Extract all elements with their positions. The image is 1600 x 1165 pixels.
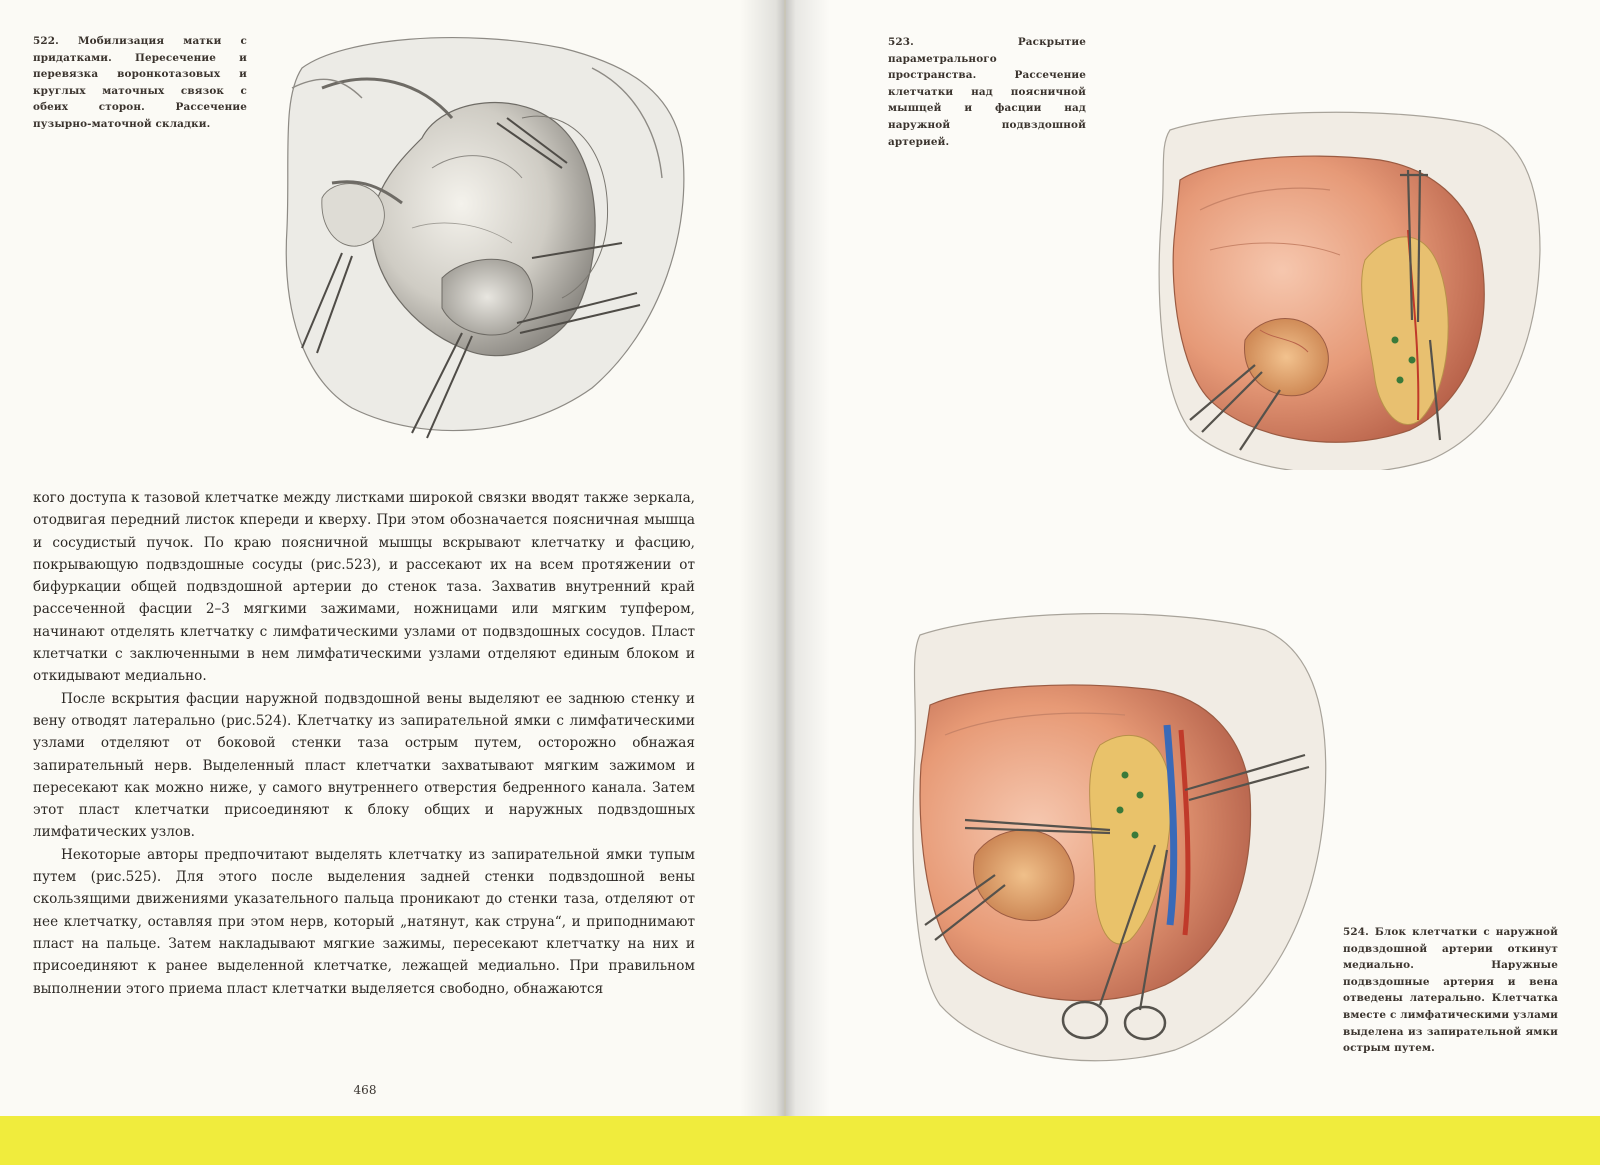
right-page xyxy=(785,0,1600,1116)
body-text xyxy=(33,487,695,1000)
paragraph-3: Некоторые авторы предпочитают выделять клетчатку из запирательной ямки тупым путем (рис.525). Для этого после выделения задней стенки подвздошной вены скользящими движениями указательного пальца проникают до стенки таза, отделяют от нее клетчатку, оставляя при этом нерв, который „натянут, как струна“, и приподнимают пласт на пальце. Затем накладывают мягкие зажимы, пересекают клетчатку на них и присоединяют к ранее выделенной клетчатке, лежащей медиально. При правильном выполнении этого приема пласт клетчатки выделяется свободно, обнажаются xyxy=(33,846,695,997)
figure-524-caption: 524. Блок клетчатки с наружной подвздошной артерии откинут медиально. Наружные подвздошные артерия и вена отведены латерально. Клетчатка вместе с лимфатическими узлами выделена из запирательной ямки острым путем. xyxy=(1343,926,1558,1055)
figure-522-caption: 522. Мобилизация матки с придатками. Пересечение и перевязка воронкотазовых и круглых маточных связок с обеих сторон. Рассечение пузырно-маточной складки. xyxy=(33,35,247,130)
paragraph-2: После вскрытия фасции наружной подвздошной вены выделяют ее заднюю стенку и вену отводят латерально (рис.524). Клетчатку из запирательной ямки с лимфатическими узлами отделяют от боковой стенки таза острым путем, осторожно обнажая запирательный нерв. Выделенный пласт клетчатки захватывают мягким зажимом и пересекают как можно ниже, у самого внутреннего отверстия бедренного канала. Затем этот пласт клетчатки присоединяют к блоку общих и наружных подвздошных лимфатических узлов. xyxy=(33,690,695,841)
figure-523-illustration xyxy=(1150,90,1545,470)
page-number: 468 xyxy=(353,1083,377,1097)
bottom-yellow-band xyxy=(0,1116,1600,1165)
figure-523-caption: 523. Раскрытие параметрального пространства. Рассечение клетчатки над поясничной мышцей и фасции над наружной подвздошной артерией. xyxy=(888,36,1086,148)
figure-524-illustration xyxy=(905,595,1335,1065)
left-page xyxy=(0,0,785,1116)
figure-522-illustration xyxy=(262,28,702,448)
book-gutter-line xyxy=(784,0,786,1116)
paragraph-1: кого доступа к тазовой клетчатке между листками широкой связки вводят также зеркала, отодвигая передний листок кпереди и кверху. При этом обозначается поясничная мышца и сосудистый пучок. По краю поясничной мышцы вскрывают клетчатку и фасцию, покрывающую подвздошные сосуды (рис.523), и рассекают их на всем протяжении от бифуркации общей подвздошной артерии до стенок таза. Захватив внутренний край рассеченной фасции 2–3 мягкими зажимами, ножницами или мягким тупфером, начинают отделять клетчатку с лимфатическими узлами от подвздошных сосудов. Пласт клетчатки с заключенными в нем лимфатическими узлами отделяют единым блоком и откидывают медиально. xyxy=(33,490,695,685)
